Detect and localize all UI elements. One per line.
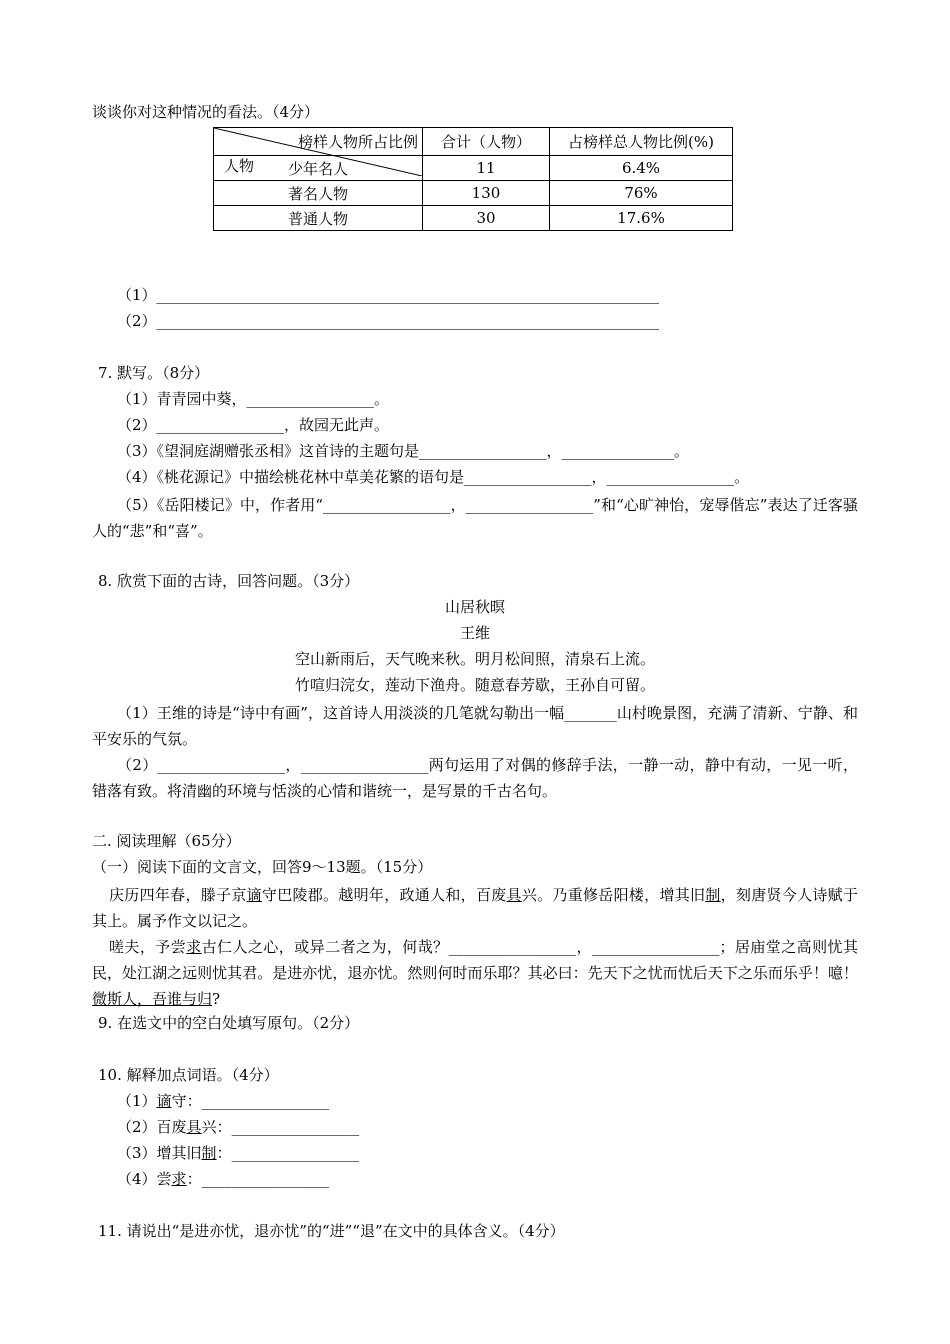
q10-item-2: （2）百废具兴：_________________	[117, 1118, 360, 1136]
q7-item-2: （2）_________________，故园无此声。	[117, 416, 390, 434]
table-header-row	[214, 128, 733, 156]
row-name: 少年名人	[214, 156, 423, 181]
dotted-word: 谪	[246, 886, 262, 904]
row-name: 普通人物	[214, 206, 423, 231]
q6-answer-line-2: （2）___________________________________________________________________	[117, 312, 660, 330]
q7-item-3: （3）《望洞庭湖赠张丞相》这首诗的主题句是_________________，_______________。	[117, 442, 690, 460]
q7-item-1: （1）青青园中葵，_________________。	[117, 390, 390, 408]
dotted-word: 求	[186, 938, 202, 956]
diagonal-header-top: 榜样人物所占比例	[297, 133, 418, 151]
q11-title: 11. 请说出“是进亦忧，退亦忧”的“进”“退”在文中的具体含义。（4分）	[98, 1222, 565, 1240]
row-count: 30	[423, 206, 550, 231]
q10-item-1: （1）谪守：_________________	[117, 1092, 330, 1110]
header-count: 合计（人物）	[423, 128, 550, 156]
row-percent: 6.4%	[550, 156, 733, 181]
diagonal-header-bottom: 人物	[224, 157, 255, 175]
q7-title: 7. 默写。（8分）	[98, 364, 210, 382]
q10-title: 10. 解释加点词语。（4分）	[98, 1066, 279, 1084]
row-count: 11	[423, 156, 550, 181]
poem-author: 王维	[459, 624, 490, 642]
section2-title: 二. 阅读理解（65分）	[92, 832, 241, 850]
poem-line-1: 空山新雨后，天气晚来秋。明月松间照，清泉石上流。	[294, 650, 655, 668]
q7-item-5: （5）《岳阳楼记》中，作者用“_________________，_________________”和“心旷神怡，宠辱偕忘”表达了迁客骚人的“悲”和“喜”。	[92, 496, 858, 540]
underlined-sentence: 微斯人，吾谁与归	[92, 990, 213, 1008]
header-percent: 占榜样总人物比例(%)	[550, 128, 733, 156]
table-row	[214, 206, 733, 231]
row-percent: 76%	[550, 181, 733, 206]
poem-title: 山居秋暝	[444, 598, 505, 616]
q8-title: 8. 欣赏下面的古诗，回答问题。（3分）	[98, 572, 360, 590]
row-percent: 17.6%	[550, 206, 733, 231]
poem-line-2: 竹喧归浣女，莲动下渔舟。随意春芳歇，王孙自可留。	[294, 676, 655, 694]
table-row	[214, 181, 733, 206]
q6-intro: 谈谈你对这种情况的看法。（4分）	[92, 103, 320, 121]
q8-sub-1: （1）王维的诗是“诗中有画”，这首诗人用淡淡的几笔就勾勒出一幅_______山村晚景图，充满了清新、宁静、和平安乐的气氛。	[92, 704, 858, 748]
row-count: 130	[423, 181, 550, 206]
q10-item-3: （3）增其旧制：_________________	[117, 1144, 360, 1162]
passage-para-1: 庆历四年春，滕子京谪守巴陵郡。越明年，政通人和，百废具兴。乃重修岳阳楼，增其旧制，刻唐贤今人诗赋于其上。属予作文以记之。	[92, 886, 858, 930]
q9-title: 9. 在选文中的空白处填写原句。（2分）	[98, 1014, 360, 1032]
passage-para-2: 嗟夫，予尝求古仁人之心，或异二者之为，何哉？_________________，_________________；居庙堂之高则忧其民，处江湖之远则忧其君。是进亦忧，退亦忧。然则何时而乐耶？其必曰：先天下之忧而忧后天下之乐而乐乎！噫！微斯人，吾谁与归?	[92, 938, 858, 1008]
q10-item-4: （4）尝求：_________________	[117, 1170, 330, 1188]
dotted-word: 具	[506, 886, 522, 904]
q8-sub-2: （2）_________________，_________________两句运用了对偶的修辞手法，一静一动，静中有动，一见一听，错落有致。将清幽的环境与恬淡的心情和谐统一，是写景的千古名句。	[92, 756, 858, 800]
dotted-word: 制	[705, 886, 721, 904]
q7-item-4: （4）《桃花源记》中描绘桃花林中草美花繁的语句是_________________，_________________。	[117, 468, 750, 486]
q6-answer-line-1: （1）___________________________________________________________________	[117, 286, 660, 304]
part1-title: （一）阅读下面的文言文，回答9～13题。（15分）	[92, 858, 433, 876]
statistics-table	[213, 127, 733, 231]
row-name: 著名人物	[214, 181, 423, 206]
